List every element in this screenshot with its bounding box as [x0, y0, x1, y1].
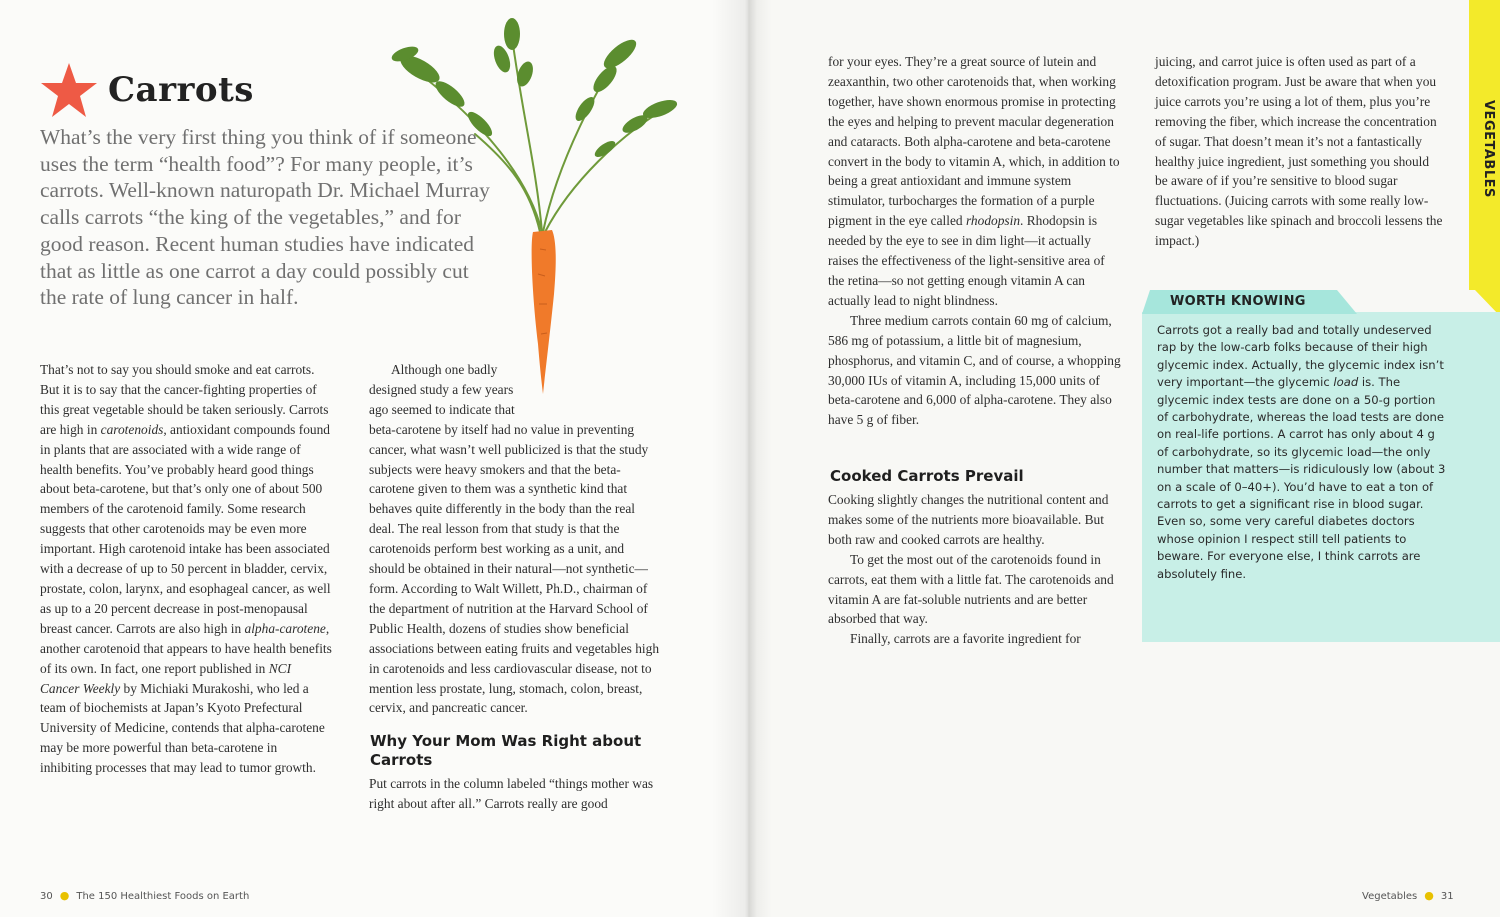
body-paragraph: beta-carotene by itself had no value in preventing cancer, what wasn’t well publicized is that the study subjects were heavy smokers and that the beta-carotene given to them was a synthetic kind that behaves quite differently in the body than the real deal. The real lesson from that study is that the carotenoids perform best working as a unit, and should be obtained in their natural—not synthetic—form. According to Walt Willett, Ph.D., chairman of the department of nutrition at the Harvard School of Public Health, dozens of studies show beneficial associations between eating fruits and vegetables high in carotenoids and less cardiovascular disease, not to mention less prostate, lung, stomach, colon, breast, cervix, and pancreatic cancer.	[369, 421, 660, 716]
bullet-icon: ●	[1424, 889, 1434, 902]
body-paragraph	[40, 360, 332, 778]
page-number: 31	[1440, 891, 1454, 902]
sidebar-paragraph	[1157, 322, 1449, 583]
right-column-1	[828, 52, 1122, 430]
text-run: , antioxidant compounds found in plants that are associated with a wide range of health benefits. You’ve probably heard good things about beta-carotene, but that’s only one of about 500 members of the carotenoid family. Some research suggests that other carotenoids may be even more important. High carotenoid intake has been associated with a decrease of up to 50 percent in bladder, cervix, prostate, colon, larynx, and esophageal cancer, as well as up to a 20 percent decrease in post-menopausal breast cancer. Carrots are also high in	[40, 421, 331, 636]
text-run: , another carotenoid that appears to have health benefits of its own. In fact, one report published in	[40, 620, 332, 676]
worth-knowing-text	[1157, 322, 1449, 583]
text-run: is. The glycemic index tests are done on a 50-g portion of carbohydrate, whereas the load tests are done on real-life portions. A carrot has only about 4 g of carbohydrate, so its glycemic load—the only number that matters—is ridiculously low (about 3 on a scale of 0–40+). You’d have to eat a ton of carrots to get a significant rise in blood sugar. Even so, some very careful diabetes doctors whose opinion I respect still tell patients to beware. For everyone else, I think carrots are absolutely fine.	[1157, 375, 1446, 581]
book-title: The 150 Healthiest Foods on Earth	[76, 891, 250, 902]
body-paragraph: Three medium carrots contain 60 mg of calcium, 586 mg of potassium, a little bit of magnesium, phosphorus, and vitamin C, and of course, a whopping 30,000 IUs of vitamin A, including 15,000 units of beta-carotene and 6,000 of alpha-carotene. They also have 5 g of fiber.	[828, 312, 1121, 428]
text-run: Carrots got a really bad and totally undeserved rap by the low-carb folks because of their high glycemic index. Actually, the glycemic index isn’t very important—the glycemic	[1157, 323, 1444, 390]
wrapped-line: Although one badly	[391, 362, 498, 377]
book-gutter-shadow	[712, 0, 772, 917]
emphasis-text: rhodopsin	[965, 213, 1021, 229]
star-icon	[40, 62, 98, 118]
right-column-2	[1155, 52, 1445, 251]
section-tab-label: VEGETABLES	[1481, 100, 1496, 198]
page-number: 30	[40, 891, 53, 902]
worth-knowing-title: WORTH KNOWING	[1170, 294, 1306, 309]
intro-text: What’s the very first thing you think of if someone uses the term “health food”? For many people, it’s carrots. Well-known naturopath Dr. Michael Murray calls carrots “the king of the vegetables,” and for good reason. Recent human studies have indicated that as little as one carrot a day could possibly cut the rate of lung cancer in half.	[40, 125, 490, 310]
section-heading: Cooked Carrots Prevail	[830, 467, 1024, 485]
right-column-1-continued	[828, 490, 1122, 649]
text-run: by Michiaki Murakoshi, who led a team of biochemists at Japan’s Kyoto Prefectural University of Medicine, contends that alpha-carotene may be more powerful than beta-carotene in inhibiting processes that may lead to tumor growth.	[40, 680, 325, 776]
bullet-icon: ●	[59, 889, 70, 902]
body-paragraph: Finally, carrots are a favorite ingredient for	[850, 631, 1081, 647]
body-paragraph: To get the most out of the carotenoids found in carrots, eat them with a little fat. The carotenoids and vitamin A are fat-soluble nutrients and are better absorbed that way.	[828, 551, 1114, 627]
section-heading: Why Your Mom Was Right about Carrots	[370, 732, 642, 769]
left-column-1	[40, 360, 332, 778]
emphasis-text: carotenoids	[100, 421, 164, 437]
text-run: for your eyes. They’re a great source of lutein and zeaxanthin, two other carotenoids that, when working together, have shown enormous promise in protecting the eyes and helping to prevent macular degeneration and cataracts. Both alpha-carotene and beta-carotene convert in the body to vitamin A, which, in addition to being a great antioxidant and immune system stimulator, turbocharges the formation of a purple pigment in the eye called	[828, 54, 1120, 229]
left-column-2-continued	[369, 774, 661, 814]
section-title	[40, 62, 254, 118]
text-run: That’s not to say you should smoke and eat carrots. But it is to say that the cancer-fighting properties of this great vegetable should be taken seriously. Carrots are high in	[40, 362, 329, 437]
wrapped-line: ago seemed to indicate that	[369, 401, 515, 417]
emphasis-text: alpha-carotene	[244, 620, 326, 636]
wrapped-line: designed study a few years	[369, 381, 514, 397]
left-footer	[40, 889, 249, 902]
emphasis-text: NCI Cancer Weekly	[40, 660, 292, 696]
right-footer	[1362, 889, 1454, 902]
body-paragraph: juicing, and carrot juice is often used as part of a detoxification program. Just be aware that when you juice carrots you’re using a lot of them, plus you’re removing the fiber, which increase the concentration of sugar. That doesn’t mean it’s not a fantastically healthy juice ingredient, just something you should be aware of if you’re sensitive to blood sugar fluctuations. (Juicing carrots with some really low-sugar vegetables like spinach and broccoli lessens the impact.)	[1155, 54, 1443, 249]
body-paragraph	[828, 52, 1122, 311]
intro-paragraph	[40, 124, 500, 311]
text-run: . Rhodopsin is needed by the eye to see in dim light—it actually raises the effectiveness of the light-sensitive area of the retina—so not getting enough vitamin A can actually lead to night blindness.	[828, 213, 1105, 308]
body-paragraph: Cooking slightly changes the nutritional content and makes some of the nutrients more bioavailable. But both raw and cooked carrots are healthy.	[828, 492, 1109, 547]
left-column-2	[369, 360, 661, 718]
body-paragraph: Put carrots in the column labeled “things mother was right about after all.” Carrots really are good	[369, 776, 654, 811]
section-name: Vegetables	[1362, 891, 1418, 902]
emphasis-text: load	[1333, 375, 1359, 390]
page-title: Carrots	[108, 70, 254, 110]
